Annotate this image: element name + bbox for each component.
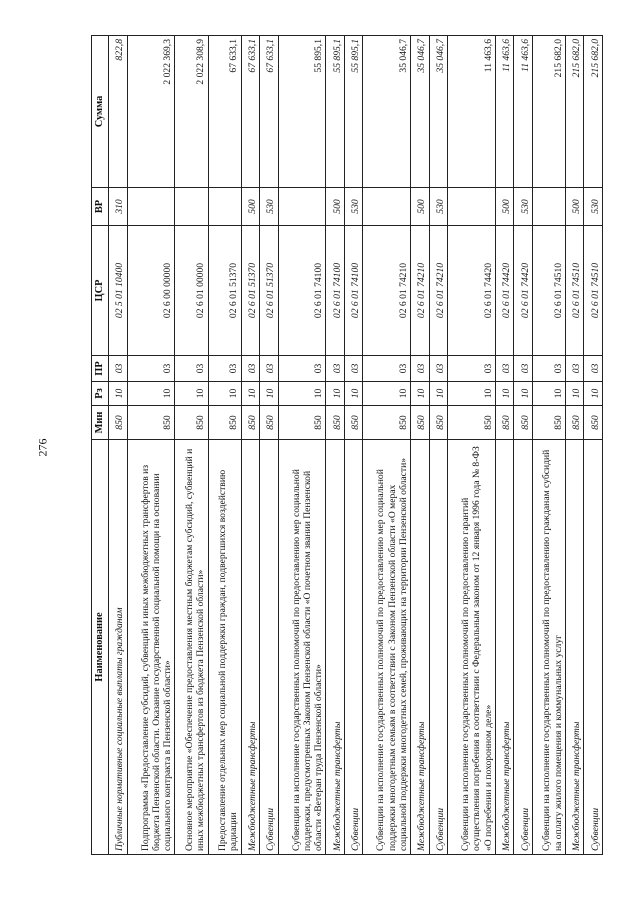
cell-pr: 03 bbox=[127, 356, 175, 382]
cell-pr: 03 bbox=[514, 356, 533, 382]
table-row bbox=[208, 36, 241, 855]
cell-csr: 02 6 01 74420 bbox=[514, 226, 533, 356]
cell-name: Субвенции bbox=[584, 440, 603, 855]
cell-vr: 500 bbox=[495, 188, 514, 226]
cell-csr: 02 6 01 74100 bbox=[326, 226, 345, 356]
cell-vr: 530 bbox=[584, 188, 603, 226]
table-row bbox=[514, 36, 533, 855]
cell-sum: 11 463,6 bbox=[495, 36, 514, 188]
cell-name: Субвенции на исполнение государственных полномочий по предоставлению мер социальной поддержки многодетным семьям в соответствии с Законом Пензенской области «О мерах социальной поддержки многодетных семей, проживающих на территории Пензенской области» bbox=[363, 440, 411, 855]
cell-min: 850 bbox=[175, 406, 208, 440]
cell-vr: 310 bbox=[109, 188, 128, 226]
header-sum: Сумма bbox=[92, 36, 109, 188]
cell-pr: 03 bbox=[565, 356, 584, 382]
cell-pr: 03 bbox=[495, 356, 514, 382]
cell-vr bbox=[175, 188, 208, 226]
cell-csr: 02 5 01 10400 bbox=[109, 226, 128, 356]
cell-sum: 215 682,0 bbox=[565, 36, 584, 188]
cell-csr: 02 6 01 74210 bbox=[411, 226, 430, 356]
table-row bbox=[127, 36, 175, 855]
cell-sum: 55 895,1 bbox=[278, 36, 326, 188]
cell-pr: 03 bbox=[260, 356, 279, 382]
cell-rz: 10 bbox=[495, 382, 514, 406]
cell-name: Публичные нормативные социальные выплаты гражданам bbox=[109, 440, 128, 855]
header-name: Наименование bbox=[92, 440, 109, 855]
table-row bbox=[260, 36, 279, 855]
cell-vr bbox=[208, 188, 241, 226]
cell-min: 850 bbox=[363, 406, 411, 440]
cell-sum: 215 682,0 bbox=[584, 36, 603, 188]
cell-csr: 02 6 01 74100 bbox=[278, 226, 326, 356]
table-header-row bbox=[92, 36, 109, 855]
cell-name: Предоставление отдельных мер социальной поддержки граждан, подвергшихся воздействию радиации bbox=[208, 440, 241, 855]
cell-csr: 02 6 01 51370 bbox=[241, 226, 260, 356]
table-row bbox=[495, 36, 514, 855]
cell-rz: 10 bbox=[448, 382, 496, 406]
cell-min: 850 bbox=[208, 406, 241, 440]
cell-csr: 02 6 01 74420 bbox=[495, 226, 514, 356]
table-row bbox=[411, 36, 430, 855]
cell-sum: 35 046,7 bbox=[429, 36, 448, 188]
header-pr: ПР bbox=[92, 356, 109, 382]
cell-min: 850 bbox=[411, 406, 430, 440]
cell-rz: 10 bbox=[326, 382, 345, 406]
cell-pr: 03 bbox=[241, 356, 260, 382]
cell-pr: 03 bbox=[175, 356, 208, 382]
cell-rz: 10 bbox=[109, 382, 128, 406]
cell-csr: 02 6 01 74510 bbox=[565, 226, 584, 356]
cell-sum: 215 682,0 bbox=[532, 36, 565, 188]
cell-rz: 10 bbox=[363, 382, 411, 406]
cell-csr: 02 6 01 74510 bbox=[532, 226, 565, 356]
table-row bbox=[565, 36, 584, 855]
cell-vr: 500 bbox=[411, 188, 430, 226]
cell-rz: 10 bbox=[514, 382, 533, 406]
cell-min: 850 bbox=[495, 406, 514, 440]
cell-name: Межбюджетные трансферты bbox=[495, 440, 514, 855]
cell-csr: 02 6 01 74510 bbox=[584, 226, 603, 356]
cell-sum: 55 895,1 bbox=[344, 36, 363, 188]
cell-rz: 10 bbox=[532, 382, 565, 406]
cell-vr bbox=[532, 188, 565, 226]
cell-rz: 10 bbox=[260, 382, 279, 406]
table-row bbox=[448, 36, 496, 855]
cell-name: Субвенции bbox=[429, 440, 448, 855]
cell-min: 850 bbox=[448, 406, 496, 440]
cell-sum: 11 463,6 bbox=[448, 36, 496, 188]
cell-name: Субвенции на исполнение государственных полномочий по предоставлению гражданам субсидий на оплату жилого помещения и коммунальных услуг bbox=[532, 440, 565, 855]
cell-sum: 2 022 308,9 bbox=[175, 36, 208, 188]
cell-vr bbox=[448, 188, 496, 226]
page-number: 276 bbox=[35, 438, 50, 457]
cell-name: Основное мероприятие «Обеспечение предоставления местным бюджетам субсидий, субвенций и иных межбюджетных трансфертов из бюджета Пензенской области» bbox=[175, 440, 208, 855]
table-row bbox=[532, 36, 565, 855]
cell-sum: 55 895,1 bbox=[326, 36, 345, 188]
table-row bbox=[584, 36, 603, 855]
cell-name: Межбюджетные трансферты bbox=[241, 440, 260, 855]
cell-name: Межбюджетные трансферты bbox=[565, 440, 584, 855]
cell-rz: 10 bbox=[584, 382, 603, 406]
cell-rz: 10 bbox=[429, 382, 448, 406]
header-min: Мин bbox=[92, 406, 109, 440]
table-row bbox=[344, 36, 363, 855]
cell-rz: 10 bbox=[278, 382, 326, 406]
cell-min: 850 bbox=[241, 406, 260, 440]
cell-pr: 03 bbox=[109, 356, 128, 382]
table-row bbox=[241, 36, 260, 855]
cell-sum: 822,8 bbox=[109, 36, 128, 188]
cell-vr: 530 bbox=[260, 188, 279, 226]
table-row bbox=[363, 36, 411, 855]
table-row bbox=[109, 36, 128, 855]
cell-min: 850 bbox=[278, 406, 326, 440]
cell-csr: 02 6 01 51370 bbox=[208, 226, 241, 356]
cell-csr: 02 6 01 74210 bbox=[429, 226, 448, 356]
budget-table bbox=[91, 35, 603, 855]
cell-pr: 03 bbox=[326, 356, 345, 382]
cell-min: 850 bbox=[127, 406, 175, 440]
cell-pr: 03 bbox=[429, 356, 448, 382]
table-row bbox=[429, 36, 448, 855]
cell-min: 850 bbox=[344, 406, 363, 440]
cell-sum: 35 046,7 bbox=[363, 36, 411, 188]
cell-pr: 03 bbox=[278, 356, 326, 382]
cell-name: Субвенции bbox=[260, 440, 279, 855]
cell-min: 850 bbox=[584, 406, 603, 440]
cell-csr: 02 6 01 51370 bbox=[260, 226, 279, 356]
cell-sum: 67 633,1 bbox=[241, 36, 260, 188]
cell-sum: 35 046,7 bbox=[411, 36, 430, 188]
table-row bbox=[278, 36, 326, 855]
cell-sum: 67 633,1 bbox=[260, 36, 279, 188]
cell-pr: 03 bbox=[344, 356, 363, 382]
cell-vr bbox=[127, 188, 175, 226]
cell-min: 850 bbox=[514, 406, 533, 440]
cell-sum: 11 463,6 bbox=[514, 36, 533, 188]
cell-rz: 10 bbox=[208, 382, 241, 406]
cell-vr bbox=[278, 188, 326, 226]
cell-name: Подпрограмма «Предоставление субсидий, субвенций и иных межбюджетных трансфертов из бюджета Пензенской области. Оказание государственной социальной помощи на основании социального контракта в Пензенской области» bbox=[127, 440, 175, 855]
cell-rz: 10 bbox=[411, 382, 430, 406]
table-body bbox=[109, 36, 603, 855]
cell-min: 850 bbox=[260, 406, 279, 440]
rotated-table-container bbox=[91, 36, 603, 855]
cell-vr: 530 bbox=[429, 188, 448, 226]
cell-csr: 02 6 01 74420 bbox=[448, 226, 496, 356]
cell-rz: 10 bbox=[241, 382, 260, 406]
cell-vr: 500 bbox=[326, 188, 345, 226]
cell-min: 850 bbox=[429, 406, 448, 440]
cell-min: 850 bbox=[565, 406, 584, 440]
cell-pr: 03 bbox=[448, 356, 496, 382]
cell-name: Межбюджетные трансферты bbox=[326, 440, 345, 855]
header-csr: ЦСР bbox=[92, 226, 109, 356]
cell-name: Межбюджетные трансферты bbox=[411, 440, 430, 855]
cell-vr bbox=[363, 188, 411, 226]
cell-name: Субвенции bbox=[514, 440, 533, 855]
cell-sum: 67 633,1 bbox=[208, 36, 241, 188]
cell-csr: 02 6 01 74210 bbox=[363, 226, 411, 356]
cell-name: Субвенции на исполнение государственных полномочий по предоставлению мер социальной поддержки, предусмотренных Законом Пензенской области «О почетном звании Пензенской области «Ветеран труда Пензенской области» bbox=[278, 440, 326, 855]
table-row bbox=[175, 36, 208, 855]
cell-vr: 530 bbox=[514, 188, 533, 226]
cell-rz: 10 bbox=[175, 382, 208, 406]
cell-pr: 03 bbox=[584, 356, 603, 382]
cell-min: 850 bbox=[532, 406, 565, 440]
header-vr: ВР bbox=[92, 188, 109, 226]
header-rz: Рз bbox=[92, 382, 109, 406]
cell-csr: 02 6 00 00000 bbox=[127, 226, 175, 356]
cell-rz: 10 bbox=[565, 382, 584, 406]
cell-csr: 02 6 01 00000 bbox=[175, 226, 208, 356]
cell-sum: 2 022 369,3 bbox=[127, 36, 175, 188]
cell-pr: 03 bbox=[411, 356, 430, 382]
cell-min: 850 bbox=[109, 406, 128, 440]
cell-pr: 03 bbox=[363, 356, 411, 382]
cell-vr: 500 bbox=[565, 188, 584, 226]
cell-vr: 530 bbox=[344, 188, 363, 226]
cell-vr: 500 bbox=[241, 188, 260, 226]
cell-rz: 10 bbox=[127, 382, 175, 406]
cell-name: Субвенции на исполнение государственных полномочий по предоставлению гарантий осуществления погребения в соответствии с Федеральным законом от 12 января 1996 года № 8-ФЗ «О погребении и похоронном деле» bbox=[448, 440, 496, 855]
table-row bbox=[326, 36, 345, 855]
cell-csr: 02 6 01 74100 bbox=[344, 226, 363, 356]
cell-pr: 03 bbox=[208, 356, 241, 382]
cell-pr: 03 bbox=[532, 356, 565, 382]
cell-rz: 10 bbox=[344, 382, 363, 406]
cell-name: Субвенции bbox=[344, 440, 363, 855]
cell-min: 850 bbox=[326, 406, 345, 440]
